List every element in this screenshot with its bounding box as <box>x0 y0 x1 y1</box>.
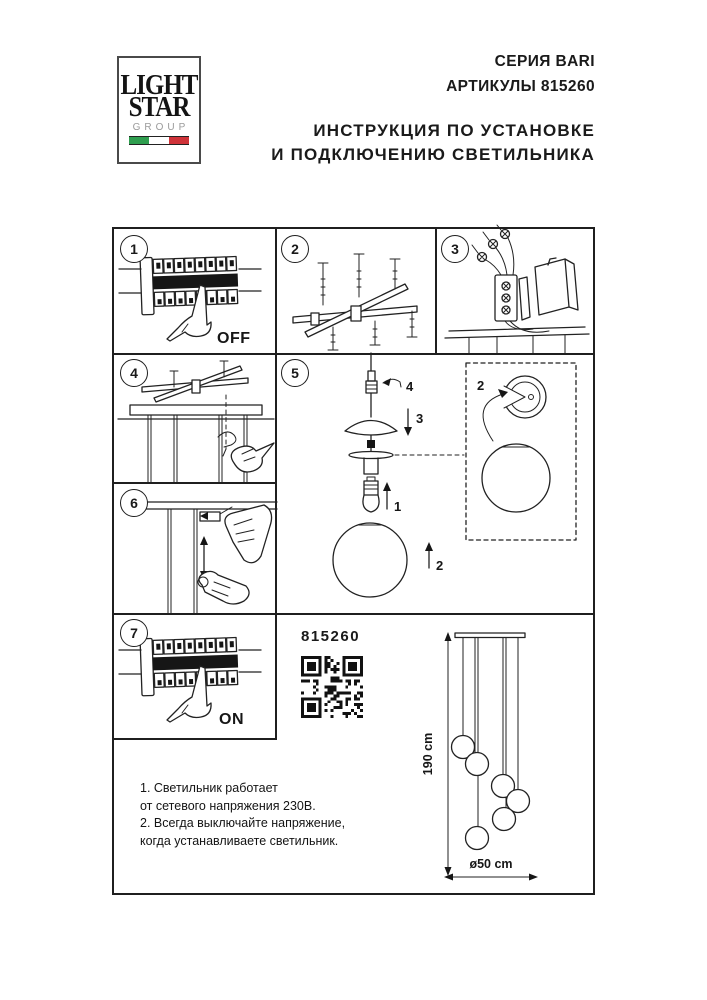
logo-word-light: LIGHT <box>120 70 198 101</box>
header-series-block <box>446 49 595 99</box>
note-line: 1. Светильник работает <box>140 781 278 795</box>
step-4-number: 4 <box>130 365 138 381</box>
flag-green <box>129 137 149 144</box>
logo-word-star: STAR <box>128 91 190 123</box>
step-5-number: 5 <box>291 365 299 381</box>
lightstar-logo <box>117 56 201 164</box>
ceiling-plate-icon <box>455 633 525 638</box>
step-4-badge <box>120 359 148 387</box>
step-1-number: 1 <box>130 241 138 257</box>
title-line-2: И ПОДКЛЮЧЕНИЮ СВЕТИЛЬНИКА <box>271 145 595 164</box>
qr-code <box>301 656 363 718</box>
bulb-icon <box>363 477 379 512</box>
lamp-dimension-drawing <box>408 616 563 891</box>
label-shade: 3 <box>416 411 424 426</box>
diameter-dimension-label: ø50 cm <box>469 857 513 871</box>
breaker-off-label: OFF <box>217 330 251 347</box>
footer-article-number: 815260 <box>301 628 361 645</box>
safety-notes <box>140 780 345 850</box>
glass-globe-icon <box>333 523 407 597</box>
step-2-number: 2 <box>291 241 299 257</box>
grid-line <box>114 738 277 740</box>
inset-globe-icon <box>482 444 550 512</box>
height-dimension-label: 190 cm <box>421 732 435 776</box>
step-3-badge <box>441 235 469 263</box>
flag-white <box>149 137 169 144</box>
label-inset: 2 <box>477 378 485 393</box>
step-5-badge <box>281 359 309 387</box>
article-line: АРТИКУЛЫ 815260 <box>446 78 595 95</box>
step-3-number: 3 <box>451 241 459 257</box>
page-title <box>271 119 595 167</box>
lock-ring-icon <box>500 376 546 418</box>
assembly-drawing <box>275 353 593 613</box>
pointing-hand-icon <box>167 666 211 722</box>
title-line-1: ИНСТРУКЦИЯ ПО УСТАНОВКЕ <box>313 121 595 140</box>
pointing-hand-icon <box>167 285 211 341</box>
note-line: 2. Всегда выключайте напряжение, <box>140 816 346 830</box>
label-cord-lock: 4 <box>406 379 414 394</box>
series-name: СЕРИЯ BARI <box>494 53 595 70</box>
shade-icon <box>345 421 397 436</box>
label-globe: 2 <box>436 558 444 573</box>
terminal-screws-icon <box>502 282 510 314</box>
step-7-number: 7 <box>130 625 138 641</box>
wire-ends-icon <box>472 225 514 275</box>
lower-hand-icon <box>199 571 249 604</box>
label-bulb: 1 <box>394 499 402 514</box>
upper-hand-icon <box>225 505 272 563</box>
step-6-number: 6 <box>130 495 138 511</box>
step-7-badge <box>120 619 148 647</box>
step-1-badge <box>120 235 148 263</box>
breaker-on-label: ON <box>219 711 244 728</box>
step-2-badge <box>281 235 309 263</box>
logo-word-group: GROUP <box>132 122 190 133</box>
italian-flag-bar <box>129 136 189 145</box>
note-line: от сетевого напряжения 230В. <box>140 798 316 813</box>
note-line: когда устанавливаете светильник. <box>140 833 339 848</box>
step-6-badge <box>120 489 148 517</box>
flag-red <box>169 137 189 144</box>
